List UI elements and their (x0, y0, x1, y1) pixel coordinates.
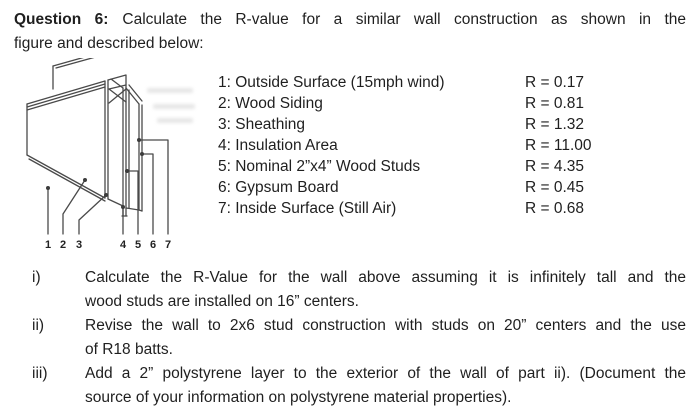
question-header-line2: figure and described below: (14, 35, 204, 52)
material-row (218, 114, 666, 135)
subquestion-line: Calculate the R-Value for the wall above assuming it is infinitely tall and the (85, 269, 686, 286)
subquestion-text (85, 314, 686, 362)
question-header-text: Calculate the R-value for a similar wall construction as shown in the (122, 11, 686, 28)
material-label: 2: Wood Siding (218, 95, 323, 112)
subquestion-line: wood studs are installed on 16” centers. (85, 293, 359, 310)
subquestion-i (32, 266, 686, 314)
material-label: 7: Inside Surface (Still Air) (218, 200, 397, 217)
subquestion-text (85, 362, 686, 410)
subquestion-line: Revise the wall to 2x6 stud construction with studs on 20” centers and the use (85, 317, 686, 334)
subquestion-line: Add a 2” polystyrene layer to the exterior of the wall of part ii). (Document the (85, 365, 686, 382)
material-r-value: R = 1.32 (525, 116, 585, 133)
leader-3 (79, 195, 106, 234)
subquestion-numeral: i) (32, 269, 41, 286)
subquestion-text (85, 266, 686, 314)
material-row (218, 198, 666, 219)
figure-number-3: 3 (75, 239, 83, 251)
material-r-value: R = 0.81 (525, 95, 585, 112)
subquestion-numeral: ii) (32, 317, 45, 334)
wall-figure-svg (5, 58, 205, 254)
wall-construction-figure (5, 58, 205, 254)
material-r-value: R = 4.35 (525, 158, 585, 175)
figure-number-5: 5 (134, 239, 142, 251)
material-row (218, 177, 666, 198)
figure-number-6: 6 (149, 239, 157, 251)
question-header (14, 8, 686, 56)
material-r-value: R = 0.45 (525, 179, 585, 196)
figure-number-1: 1 (44, 239, 52, 251)
figure-number-7: 7 (164, 239, 172, 251)
material-row (218, 135, 666, 156)
figure-number-2: 2 (59, 239, 67, 251)
subquestions (32, 266, 686, 410)
question-header-line1 (14, 8, 686, 32)
wall-drawing (27, 58, 142, 216)
question-number-label: Question 6: (14, 11, 109, 28)
material-label: 3: Sheathing (218, 116, 306, 133)
leader-6 (143, 154, 153, 234)
subquestion-numeral: iii) (32, 365, 48, 382)
material-r-value: R = 0.17 (525, 74, 585, 91)
material-row (218, 93, 666, 114)
material-row (218, 72, 666, 93)
material-label: 5: Nominal 2”x4” Wood Studs (218, 158, 421, 175)
subquestion-ii (32, 314, 686, 362)
material-r-value: R = 11.00 (525, 137, 592, 154)
figure-layer-numbers (45, 239, 171, 251)
material-label: 1: Outside Surface (15mph wind) (218, 74, 445, 91)
material-r-value: R = 0.68 (525, 200, 585, 217)
subquestion-line: of R18 batts. (85, 341, 173, 358)
material-label: 4: Insulation Area (218, 137, 338, 154)
subquestion-iii (32, 362, 686, 410)
material-label: 6: Gypsum Board (218, 179, 339, 196)
scan-noise (147, 88, 195, 123)
material-row (218, 156, 666, 177)
subquestion-line: source of your information on polystyrene material properties). (85, 389, 512, 406)
materials-list (218, 72, 666, 219)
figure-number-4: 4 (119, 239, 127, 251)
